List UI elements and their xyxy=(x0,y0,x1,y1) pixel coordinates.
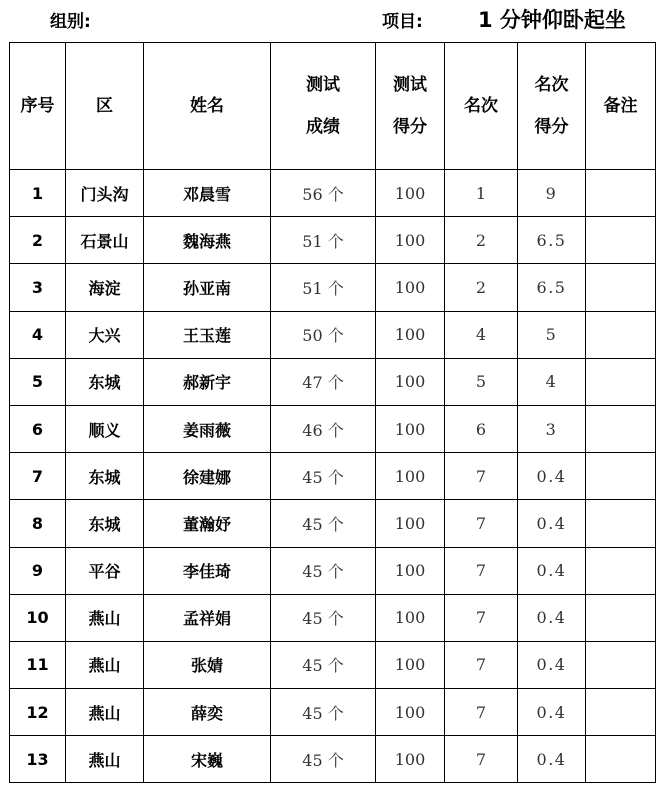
cell-rank-points: 0.4 xyxy=(518,689,586,736)
cell-district: 燕山 xyxy=(66,689,144,736)
header-test-points: 测试 得分 xyxy=(376,43,445,170)
cell-name: 魏海燕 xyxy=(144,217,271,264)
cell-test-score: 45 个 xyxy=(271,594,376,641)
cell-test-score: 45 个 xyxy=(271,453,376,500)
cell-test-score: 45 个 xyxy=(271,547,376,594)
cell-name: 宋巍 xyxy=(144,736,271,783)
header-district: 区 xyxy=(66,43,144,170)
cell-rank-points: 0.4 xyxy=(518,547,586,594)
cell-note xyxy=(586,358,656,405)
header-seq: 序号 xyxy=(10,43,66,170)
cell-note xyxy=(586,405,656,452)
cell-rank: 4 xyxy=(445,311,518,358)
table-row xyxy=(10,217,656,264)
cell-note xyxy=(586,170,656,217)
cell-test-points: 100 xyxy=(376,547,445,594)
cell-rank: 7 xyxy=(445,453,518,500)
cell-test-points: 100 xyxy=(376,311,445,358)
table-row xyxy=(10,311,656,358)
cell-district: 石景山 xyxy=(66,217,144,264)
cell-seq: 13 xyxy=(10,736,66,783)
cell-rank: 7 xyxy=(445,736,518,783)
cell-district: 燕山 xyxy=(66,641,144,688)
cell-seq: 1 xyxy=(10,170,66,217)
cell-rank: 7 xyxy=(445,547,518,594)
cell-rank-points: 9 xyxy=(518,170,586,217)
cell-test-points: 100 xyxy=(376,405,445,452)
cell-rank: 7 xyxy=(445,500,518,547)
project-label: 项目: xyxy=(382,12,423,32)
cell-test-points: 100 xyxy=(376,736,445,783)
table-row xyxy=(10,547,656,594)
table-row xyxy=(10,500,656,547)
cell-district: 燕山 xyxy=(66,736,144,783)
cell-rank: 2 xyxy=(445,217,518,264)
cell-test-points: 100 xyxy=(376,217,445,264)
table-row xyxy=(10,594,656,641)
table-row xyxy=(10,453,656,500)
cell-name: 薛奕 xyxy=(144,689,271,736)
cell-test-points: 100 xyxy=(376,641,445,688)
cell-seq: 5 xyxy=(10,358,66,405)
cell-test-score: 47 个 xyxy=(271,358,376,405)
cell-district: 东城 xyxy=(66,453,144,500)
cell-district: 顺义 xyxy=(66,405,144,452)
cell-rank: 6 xyxy=(445,405,518,452)
cell-seq: 3 xyxy=(10,264,66,311)
cell-note xyxy=(586,594,656,641)
cell-name: 董瀚妤 xyxy=(144,500,271,547)
cell-seq: 10 xyxy=(10,594,66,641)
cell-test-points: 100 xyxy=(376,264,445,311)
cell-test-score: 51 个 xyxy=(271,217,376,264)
cell-name: 孟祥娟 xyxy=(144,594,271,641)
cell-name: 王玉莲 xyxy=(144,311,271,358)
cell-test-score: 45 个 xyxy=(271,500,376,547)
cell-district: 平谷 xyxy=(66,547,144,594)
cell-test-points: 100 xyxy=(376,170,445,217)
cell-note xyxy=(586,689,656,736)
cell-rank: 5 xyxy=(445,358,518,405)
table-header-row xyxy=(10,43,656,170)
cell-name: 张婧 xyxy=(144,641,271,688)
cell-name: 姜雨薇 xyxy=(144,405,271,452)
header-name: 姓名 xyxy=(144,43,271,170)
cell-rank-points: 0.4 xyxy=(518,736,586,783)
cell-rank-points: 5 xyxy=(518,311,586,358)
cell-test-points: 100 xyxy=(376,358,445,405)
cell-district: 海淀 xyxy=(66,264,144,311)
cell-seq: 9 xyxy=(10,547,66,594)
cell-seq: 7 xyxy=(10,453,66,500)
group-label: 组别: xyxy=(50,12,91,32)
cell-name: 徐建娜 xyxy=(144,453,271,500)
table-row xyxy=(10,736,656,783)
table-row xyxy=(10,641,656,688)
cell-rank: 1 xyxy=(445,170,518,217)
cell-test-score: 45 个 xyxy=(271,736,376,783)
header-note: 备注 xyxy=(586,43,656,170)
cell-test-points: 100 xyxy=(376,689,445,736)
cell-rank-points: 6.5 xyxy=(518,217,586,264)
cell-test-score: 56 个 xyxy=(271,170,376,217)
cell-name: 孙亚南 xyxy=(144,264,271,311)
cell-seq: 4 xyxy=(10,311,66,358)
cell-test-points: 100 xyxy=(376,500,445,547)
cell-district: 东城 xyxy=(66,500,144,547)
table-row xyxy=(10,689,656,736)
cell-rank: 7 xyxy=(445,641,518,688)
cell-rank-points: 3 xyxy=(518,405,586,452)
table-row xyxy=(10,405,656,452)
cell-rank-points: 6.5 xyxy=(518,264,586,311)
header-test-score: 测试 成绩 xyxy=(271,43,376,170)
header-rank: 名次 xyxy=(445,43,518,170)
cell-rank-points: 4 xyxy=(518,358,586,405)
cell-rank-points: 0.4 xyxy=(518,500,586,547)
header-rank-points: 名次 得分 xyxy=(518,43,586,170)
cell-test-score: 45 个 xyxy=(271,641,376,688)
cell-test-points: 100 xyxy=(376,453,445,500)
cell-seq: 6 xyxy=(10,405,66,452)
cell-test-score: 45 个 xyxy=(271,689,376,736)
cell-note xyxy=(586,547,656,594)
cell-seq: 2 xyxy=(10,217,66,264)
table-row xyxy=(10,264,656,311)
cell-note xyxy=(586,311,656,358)
cell-seq: 12 xyxy=(10,689,66,736)
cell-rank: 2 xyxy=(445,264,518,311)
cell-name: 邓晨雪 xyxy=(144,170,271,217)
cell-district: 燕山 xyxy=(66,594,144,641)
cell-test-score: 46 个 xyxy=(271,405,376,452)
cell-rank-points: 0.4 xyxy=(518,594,586,641)
cell-note xyxy=(586,641,656,688)
table-row xyxy=(10,170,656,217)
cell-test-score: 50 个 xyxy=(271,311,376,358)
cell-district: 大兴 xyxy=(66,311,144,358)
cell-note xyxy=(586,217,656,264)
table-body xyxy=(10,170,656,783)
cell-seq: 11 xyxy=(10,641,66,688)
cell-rank-points: 0.4 xyxy=(518,453,586,500)
cell-name: 李佳琦 xyxy=(144,547,271,594)
cell-note xyxy=(586,264,656,311)
cell-rank: 7 xyxy=(445,689,518,736)
cell-test-score: 51 个 xyxy=(271,264,376,311)
cell-rank-points: 0.4 xyxy=(518,641,586,688)
cell-test-points: 100 xyxy=(376,594,445,641)
cell-seq: 8 xyxy=(10,500,66,547)
cell-note xyxy=(586,736,656,783)
results-table xyxy=(9,42,656,783)
cell-district: 门头沟 xyxy=(66,170,144,217)
project-value: 1 分钟仰卧起坐 xyxy=(478,8,626,32)
table-row xyxy=(10,358,656,405)
cell-note xyxy=(586,500,656,547)
cell-district: 东城 xyxy=(66,358,144,405)
cell-note xyxy=(586,453,656,500)
cell-rank: 7 xyxy=(445,594,518,641)
cell-name: 郝新宇 xyxy=(144,358,271,405)
